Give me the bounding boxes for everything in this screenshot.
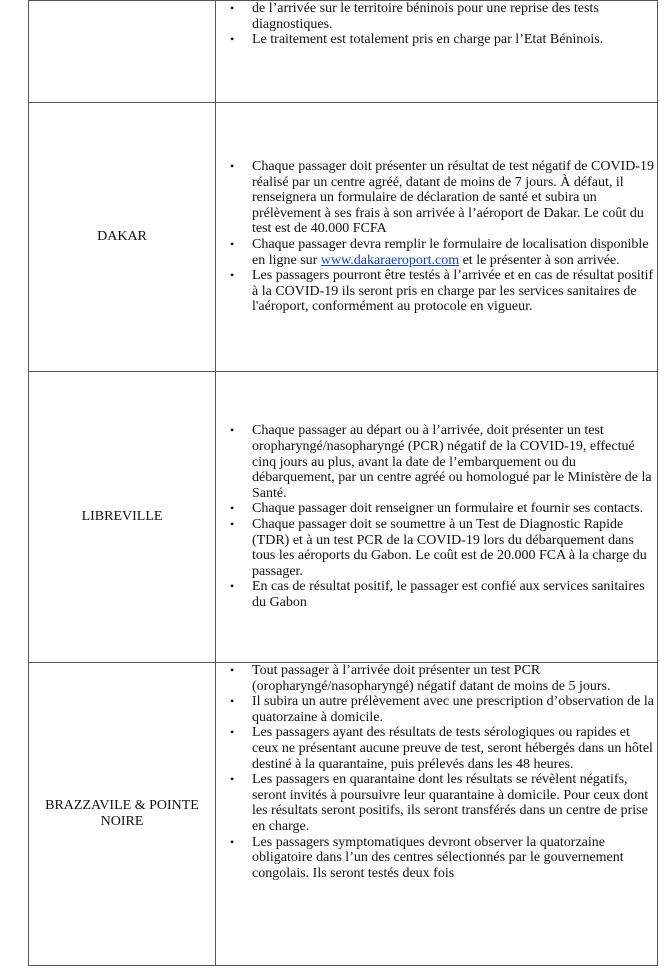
city-cell	[29, 1, 216, 103]
table-row-continued	[29, 1, 658, 103]
requirements-cell	[216, 372, 658, 663]
list-item: • Les passagers symptomatiques devront observer la quatorzaine obligatoire dans l’un des centres sélectionnés par le gouvernement congolais. Ils seront testés deux fois	[252, 835, 657, 882]
requirements-cell	[216, 663, 658, 966]
list-item: • Chaque passager au départ ou à l’arrivée, doit présenter un test oropharyngé/nasopharyngé (PCR) négatif de la COVID-19, effectué cinq jours au plus, avant la date de l’embarquement ou du débarquement, par un centre agréé ou homologué par le Ministère de la Santé.	[252, 423, 657, 501]
list-item: • Il subira un autre prélèvement avec une prescription d’observation de la quatorzaine à domicile.	[252, 694, 657, 725]
list-item: • Les passagers en quarantaine dont les résultats se révèlent négatifs, seront invités à poursuivre leur quarantaine à domicile. Pour ceux dont les résultats seront positifs, ils seront transférés dans un centre de prise en charge.	[252, 772, 657, 834]
covid-travel-requirements-table	[28, 0, 658, 966]
list-item: • Chaque passager doit présenter un résultat de test négatif de COVID-19 réalisé par un centre agréé, datant de moins de 7 jours. À défaut, il renseignera un formulaire de déclaration de santé et subira un prélèvement à ses frais à son arrivée à l’aéroport de Dakar. Le coût du test est de 40.000 FCFA	[252, 159, 657, 237]
city-cell	[29, 663, 216, 966]
list-item: • Les passagers ayant des résultats de tests sérologiques ou rapides et ceux ne présentant aucune preuve de test, seront hébergés dans un hôtel destiné à la quarantaine, puis prélevés dans les 48 heures.	[252, 725, 657, 772]
list-item: • Chaque passager doit renseigner un formulaire et fournir ses contacts.	[252, 501, 657, 517]
list-item	[252, 237, 657, 268]
city-name: LIBREVILLE	[81, 509, 163, 524]
table-row-libreville	[29, 372, 658, 663]
requirements-list	[216, 663, 657, 881]
list-item: • Tout passager à l’arrivée doit présenter un test PCR (oropharyngé/nasopharyngé) négatif datant de moins de 5 jours.	[252, 663, 657, 694]
list-item: • Chaque passager doit se soumettre à un Test de Diagnostic Rapide (TDR) et à un test PCR de la COVID-19 lors du débarquement dans tous les aéroports du Gabon. Le coût est de 20.000 FCA à la charge du passager.	[252, 517, 657, 579]
list-item-text: Chaque passager devra remplir le formulaire de localisation disponible en ligne sur	[252, 237, 649, 268]
city-name: BRAZZAVILE & POINTE NOIRE	[45, 798, 199, 829]
dakar-airport-link[interactable]: www.dakaraeroport.com	[320, 252, 460, 268]
list-item: • Les passagers pourront être testés à l’arrivée et en cas de résultat positif à la COVID-19 ils seront pris en charge par les services sanitaires de l'aéroport, conformément au protocole en vigueur.	[252, 268, 657, 315]
requirements-cell	[216, 1, 658, 103]
list-item: • En cas de résultat positif, le passager est confié aux services sanitaires du Gabon	[252, 579, 657, 610]
list-item: • Le traitement est totalement pris en charge par l’Etat Béninois.	[252, 32, 657, 48]
city-name: DAKAR	[97, 229, 147, 244]
city-cell	[29, 372, 216, 663]
requirements-list	[216, 159, 657, 315]
list-item: • de l’arrivée sur le territoire béninois pour une reprise des tests diagnostiques.	[252, 1, 657, 32]
requirements-cell	[216, 103, 658, 372]
table-row-dakar	[29, 103, 658, 372]
requirements-list	[216, 1, 657, 48]
city-cell	[29, 103, 216, 372]
table-row-brazzaville	[29, 663, 658, 966]
requirements-list	[216, 423, 657, 610]
list-item-text-suffix: et le présenter à son arrivée.	[459, 252, 620, 268]
